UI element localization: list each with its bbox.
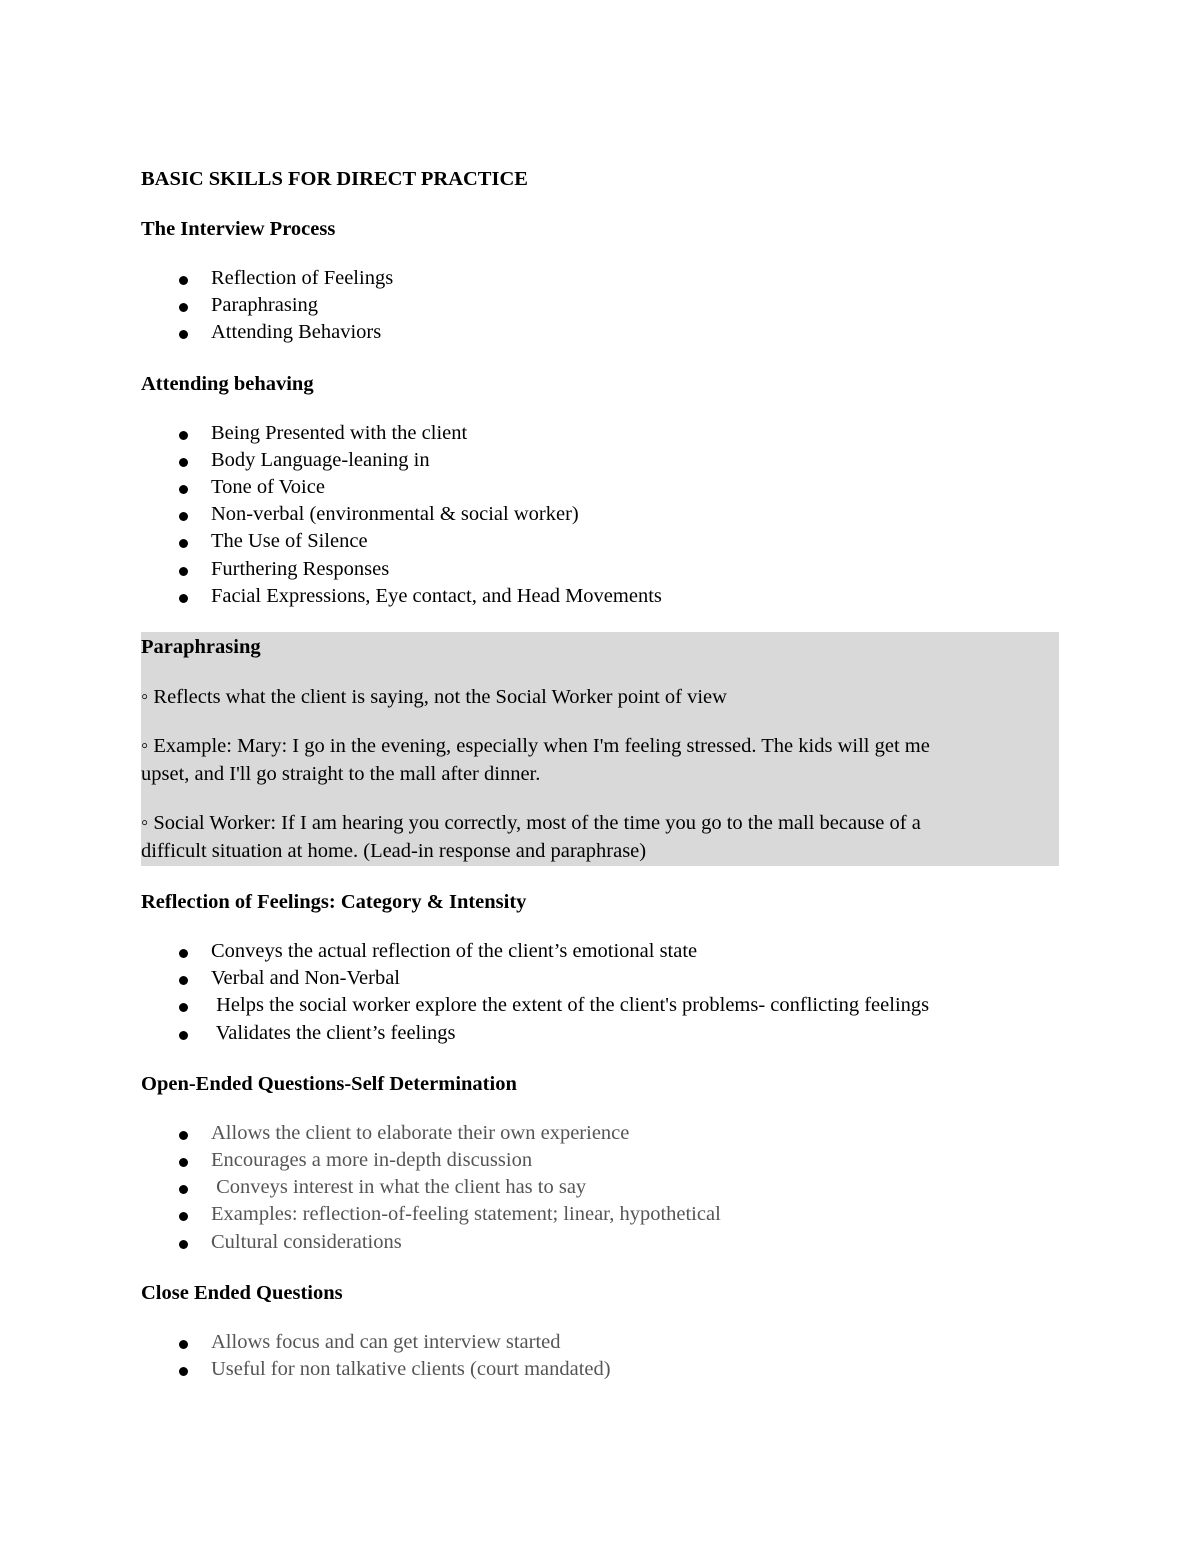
paraphrasing-social-worker-line-1: ◦ Social Worker: If I am hearing you correctly, most of the time you go to the mall because of a bbox=[141, 812, 921, 835]
list-item: Tone of Voice bbox=[141, 474, 1059, 501]
section-heading-close-ended: Close Ended Questions bbox=[141, 1281, 343, 1304]
bullet-icon bbox=[179, 1185, 188, 1194]
document-content bbox=[141, 164, 1059, 1383]
list-item: Furthering Responses bbox=[141, 556, 1059, 583]
close-ended-list bbox=[141, 1329, 1059, 1383]
list-item: Facial Expressions, Eye contact, and Head Movements bbox=[141, 583, 1059, 610]
bullet-icon bbox=[179, 949, 188, 958]
bullet-icon bbox=[179, 1003, 188, 1012]
section-heading-reflection: Reflection of Feelings: Category & Intensity bbox=[141, 891, 527, 914]
reflection-list bbox=[141, 938, 1059, 1047]
list-item: Encourages a more in-depth discussion bbox=[141, 1147, 1059, 1174]
list-item: Paraphrasing bbox=[141, 292, 1059, 319]
bullet-icon bbox=[179, 1240, 188, 1249]
bullet-icon bbox=[179, 458, 188, 467]
bullet-icon bbox=[179, 330, 188, 339]
list-item: The Use of Silence bbox=[141, 528, 1059, 555]
list-item: Examples: reflection-of-feeling statement; linear, hypothetical bbox=[141, 1201, 1059, 1228]
list-item: Validates the client’s feelings bbox=[141, 1020, 1059, 1047]
list-item: Conveys the actual reflection of the client’s emotional state bbox=[141, 938, 1059, 965]
paraphrasing-example-line-2: upset, and I'll go straight to the mall after dinner. bbox=[141, 763, 541, 786]
list-item: Attending Behaviors bbox=[141, 319, 1059, 346]
bullet-icon bbox=[179, 1131, 188, 1140]
list-item: Allows the client to elaborate their own experience bbox=[141, 1120, 1059, 1147]
interview-list bbox=[141, 265, 1059, 347]
list-item: Allows focus and can get interview started bbox=[141, 1329, 1059, 1356]
bullet-icon bbox=[179, 1212, 188, 1221]
paraphrasing-shaded-block bbox=[141, 632, 1059, 866]
document-title: BASIC SKILLS FOR DIRECT PRACTICE bbox=[141, 168, 528, 190]
attending-list bbox=[141, 420, 1059, 610]
bullet-icon bbox=[179, 303, 188, 312]
bullet-icon bbox=[179, 276, 188, 285]
list-item: Verbal and Non-Verbal bbox=[141, 965, 1059, 992]
open-ended-list bbox=[141, 1120, 1059, 1256]
section-heading-paraphrasing: Paraphrasing bbox=[141, 636, 261, 659]
bullet-icon bbox=[179, 539, 188, 548]
bullet-icon bbox=[179, 567, 188, 576]
list-item: Cultural considerations bbox=[141, 1229, 1059, 1256]
list-item: Useful for non talkative clients (court mandated) bbox=[141, 1356, 1059, 1383]
bullet-icon bbox=[179, 976, 188, 985]
bullet-icon bbox=[179, 1031, 188, 1040]
section-heading-interview: The Interview Process bbox=[141, 218, 336, 240]
bullet-icon bbox=[179, 512, 188, 521]
list-item: Conveys interest in what the client has to say bbox=[141, 1174, 1059, 1201]
paraphrasing-point-1: ◦ Reflects what the client is saying, not the Social Worker point of view bbox=[141, 686, 727, 709]
list-item: Reflection of Feelings bbox=[141, 265, 1059, 292]
paraphrasing-social-worker-line-2: difficult situation at home. (Lead-in response and paraphrase) bbox=[141, 840, 647, 863]
bullet-icon bbox=[179, 1367, 188, 1376]
list-item: Non-verbal (environmental & social worker) bbox=[141, 501, 1059, 528]
bullet-icon bbox=[179, 1158, 188, 1167]
section-heading-open-ended: Open-Ended Questions-Self Determination bbox=[141, 1072, 517, 1095]
list-item: Being Presented with the client bbox=[141, 420, 1059, 447]
bullet-icon bbox=[179, 431, 188, 440]
section-heading-attending: Attending behaving bbox=[141, 372, 314, 395]
list-item: Body Language-leaning in bbox=[141, 447, 1059, 474]
paraphrasing-example-line-1: ◦ Example: Mary: I go in the evening, especially when I'm feeling stressed. The kids will get me bbox=[141, 735, 930, 758]
bullet-icon bbox=[179, 485, 188, 494]
bullet-icon bbox=[179, 1340, 188, 1349]
list-item: Helps the social worker explore the extent of the client's problems- conflicting feelings bbox=[141, 992, 1059, 1019]
bullet-icon bbox=[179, 594, 188, 603]
